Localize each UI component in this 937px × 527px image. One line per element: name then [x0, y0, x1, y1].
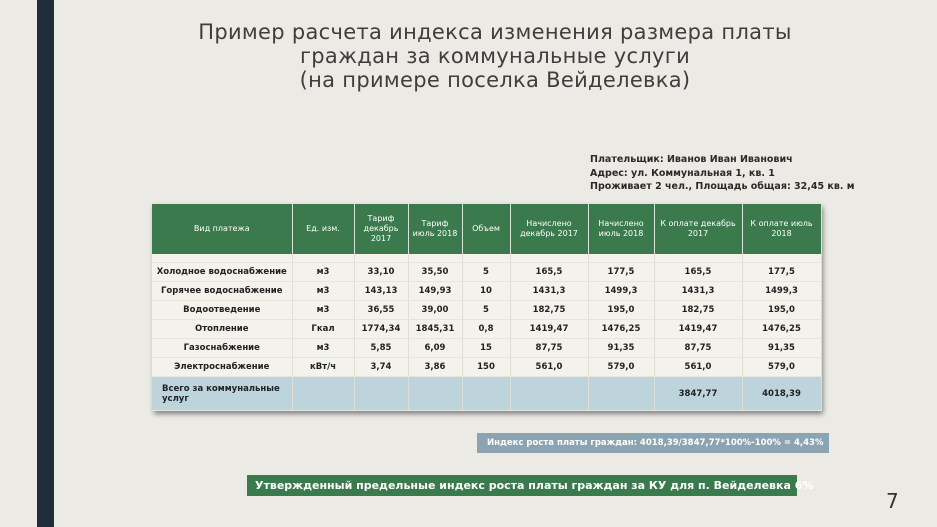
table-row: [152, 263, 821, 282]
title-line-1: Пример расчета индекса изменения размера платы: [198, 20, 792, 44]
cell-charged-dec: 561,0: [510, 358, 588, 377]
cell-tariff-jul: 35,50: [408, 263, 462, 282]
cell-unit: м3: [292, 282, 354, 301]
cell-payment-type: Холодное водоснабжение: [152, 263, 292, 282]
payer-residence: Проживает 2 чел., Площадь общая: 32,45 кв. м: [590, 181, 855, 192]
table-row: [152, 282, 821, 301]
cell-pay-jul: 177,5: [742, 263, 821, 282]
approved-limit-box: Утвержденный предельные индекс роста платы граждан за КУ для п. Вейделевка 6%: [247, 475, 797, 496]
cell-charged-dec: 1419,47: [510, 320, 588, 339]
growth-index-box: Индекс роста платы граждан: 4018,39/3847,77*100%-100% = 4,43%: [477, 433, 829, 453]
cell-tariff-dec: 143,13: [354, 282, 408, 301]
cell-tariff-jul: 39,00: [408, 301, 462, 320]
cell-pay-dec: 1431,3: [654, 282, 742, 301]
cell-unit: м3: [292, 301, 354, 320]
table-row: [152, 358, 821, 377]
slide-title: [180, 20, 810, 92]
cell-payment-type: Водоотведение: [152, 301, 292, 320]
header-unit: Ед. изм.: [292, 204, 354, 254]
cell-unit: м3: [292, 339, 354, 358]
payer-address: Адрес: ул. Коммунальная 1, кв. 1: [590, 167, 775, 179]
total-pay-jul: 4018,39: [742, 377, 821, 411]
cell-charged-jul: 579,0: [588, 358, 654, 377]
cell-unit: кВт/ч: [292, 358, 354, 377]
table-row: [152, 320, 821, 339]
page-number: 7: [886, 489, 899, 513]
cell-unit: Гкал: [292, 320, 354, 339]
cell-pay-dec: 165,5: [654, 263, 742, 282]
cell-payment-type: Электроснабжение: [152, 358, 292, 377]
cell-tariff-jul: 149,93: [408, 282, 462, 301]
cell-charged-jul: 1499,3: [588, 282, 654, 301]
table-header-row: [152, 204, 821, 254]
cell-unit: м3: [292, 263, 354, 282]
table-total-row: [152, 377, 821, 411]
total-label: Всего за коммунальные услуг: [152, 377, 292, 411]
cell-charged-dec: 1431,3: [510, 282, 588, 301]
cell-volume: 0,8: [462, 320, 510, 339]
title-line-3: (на примере поселка Вейделевка): [299, 68, 691, 92]
payer-info: [590, 153, 855, 194]
cell-tariff-jul: 3,86: [408, 358, 462, 377]
header-payment-type: Вид платежа: [152, 204, 292, 254]
header-tariff-jul: Тариф июль 2018: [408, 204, 462, 254]
payment-table-container: [152, 204, 821, 411]
cell-charged-jul: 177,5: [588, 263, 654, 282]
payer-name: Плательщик: Иванов Иван Иванович: [590, 154, 793, 165]
cell-pay-dec: 1419,47: [654, 320, 742, 339]
title-line-2: граждан за коммунальные услуги: [299, 44, 691, 68]
payment-table: [152, 204, 822, 411]
table-row: [152, 301, 821, 320]
header-tariff-dec: Тариф декабрь 2017: [354, 204, 408, 254]
cell-pay-jul: 579,0: [742, 358, 821, 377]
cell-charged-dec: 182,75: [510, 301, 588, 320]
cell-payment-type: Горячее водоснабжение: [152, 282, 292, 301]
cell-charged-jul: 1476,25: [588, 320, 654, 339]
cell-pay-dec: 87,75: [654, 339, 742, 358]
cell-pay-jul: 91,35: [742, 339, 821, 358]
cell-pay-dec: 561,0: [654, 358, 742, 377]
cell-volume: 15: [462, 339, 510, 358]
cell-tariff-dec: 33,10: [354, 263, 408, 282]
header-pay-dec: К оплате декабрь 2017: [654, 204, 742, 254]
table-spacer-row: [152, 254, 821, 263]
cell-pay-jul: 195,0: [742, 301, 821, 320]
cell-charged-jul: 91,35: [588, 339, 654, 358]
cell-volume: 10: [462, 282, 510, 301]
cell-tariff-dec: 1774,34: [354, 320, 408, 339]
cell-payment-type: Отопление: [152, 320, 292, 339]
cell-tariff-dec: 5,85: [354, 339, 408, 358]
cell-tariff-jul: 1845,31: [408, 320, 462, 339]
header-charged-dec: Начислено декабрь 2017: [510, 204, 588, 254]
cell-payment-type: Газоснабжение: [152, 339, 292, 358]
cell-charged-dec: 87,75: [510, 339, 588, 358]
cell-volume: 5: [462, 263, 510, 282]
total-pay-dec: 3847,77: [654, 377, 742, 411]
cell-tariff-dec: 3,74: [354, 358, 408, 377]
cell-volume: 150: [462, 358, 510, 377]
cell-volume: 5: [462, 301, 510, 320]
cell-charged-jul: 195,0: [588, 301, 654, 320]
table-row: [152, 339, 821, 358]
cell-charged-dec: 165,5: [510, 263, 588, 282]
header-volume: Объем: [462, 204, 510, 254]
cell-tariff-jul: 6,09: [408, 339, 462, 358]
header-pay-jul: К оплате июль 2018: [742, 204, 821, 254]
header-charged-jul: Начислено июль 2018: [588, 204, 654, 254]
cell-pay-jul: 1499,3: [742, 282, 821, 301]
left-accent-bar: [37, 0, 54, 527]
cell-tariff-dec: 36,55: [354, 301, 408, 320]
cell-pay-jul: 1476,25: [742, 320, 821, 339]
cell-pay-dec: 182,75: [654, 301, 742, 320]
